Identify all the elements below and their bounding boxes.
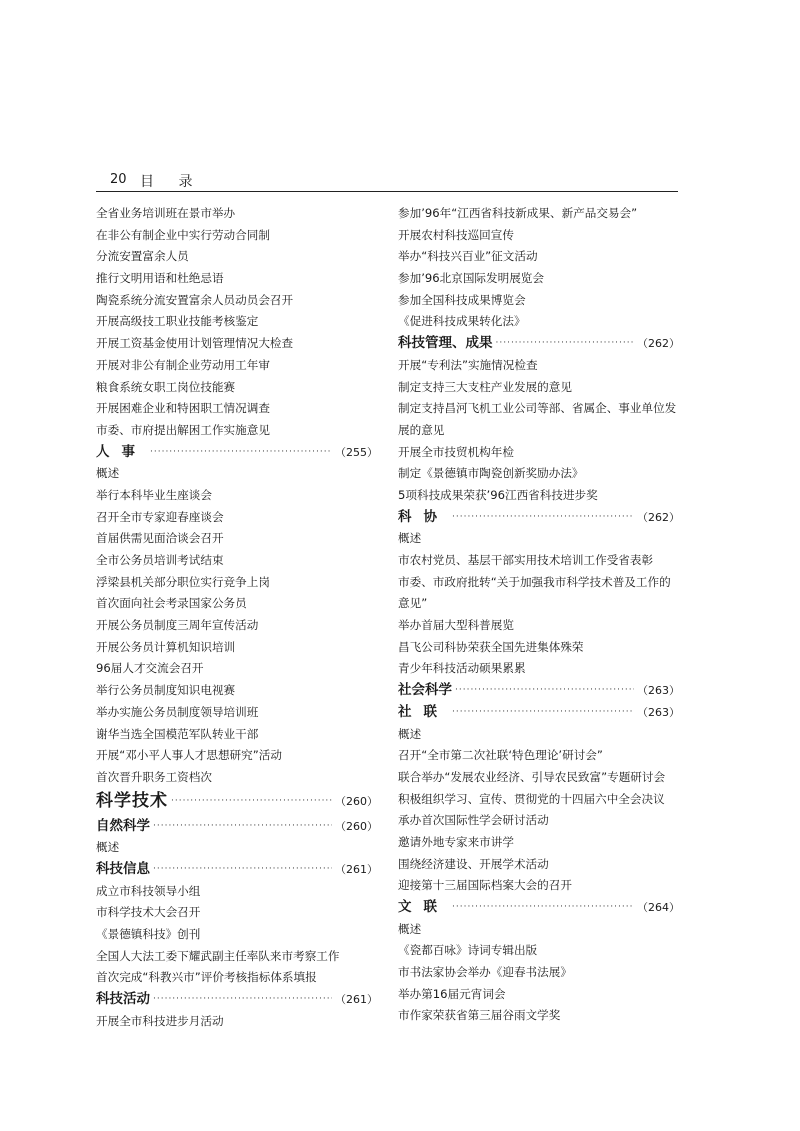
toc-page-ref: （262） [637,510,680,524]
toc-entry: 制定《景德镇市陶瓷创新奖励办法》 [398,466,584,481]
toc-entry: 推行文明用语和杜绝忌语 [96,271,224,286]
toc-heading-title: 科技活动 [96,991,150,1008]
toc-section-heading [96,989,378,1011]
toc-dot-leader [452,897,634,919]
toc-entry: 分流安置富余人员 [96,249,189,264]
page-header [96,172,678,190]
toc-entry: 市书法家协会举办《迎春书法展》 [398,965,572,980]
toc-entry: 概述 [96,466,120,481]
toc-entry: 开展农村科技巡回宣传 [398,227,514,242]
toc-entry: 召开全市专家迎春座谈会 [96,509,224,524]
toc-dot-leader [153,859,332,881]
toc-section-heading [96,859,378,881]
toc-entry: 举行本科毕业生座谈会 [96,487,212,502]
toc-entry: 迎接第十三届国际档案大会的召开 [398,878,572,893]
toc-entry: 《景德镇科技》创刊 [96,927,201,941]
toc-entry: 5项科技成果荣获’96江西省科技进步奖 [398,487,598,502]
toc-page-ref: （263） [637,705,680,719]
toc-entry: 制定支持三大支柱产业发展的意见 [398,379,572,394]
toc-entry: 开展“邓小平人事人才思想研究”活动 [96,748,282,763]
toc-entry: 积极组织学习、宣传、贯彻党的十四届六中全会决议 [398,791,665,806]
toc-section-heading [398,680,680,702]
toc-heading-title: 科协 [398,508,449,525]
toc-entry: 围绕经济建设、开展学术活动 [398,856,549,871]
toc-entry: 浮梁县机关部分职位实行竞争上岗 [96,574,270,589]
toc-section-heading [398,702,680,724]
toc-heading-title: 科学技术 [96,791,168,812]
toc-entry: 《瓷都百咏》诗词专辑出版 [398,943,538,958]
toc-entry: 举行公务员制度知识电视赛 [96,683,236,698]
toc-page-ref: （261） [335,862,378,876]
toc-entry: 首次完成“科教兴市”评价考核指标体系填报 [96,970,317,985]
toc-entry: 市委、市政府批转“关于加强我市科学技术普及工作的 [398,574,671,589]
toc-entry: 举办“科技兴百业”征文活动 [398,249,538,264]
toc-entry: 举办实施公务员制度领导培训班 [96,704,259,719]
toc-dot-leader [452,507,634,529]
toc-entry: 成立市科技领导小组 [96,883,201,898]
toc-entry: 全市公务员培训考试结束 [96,553,224,567]
page-title: 目 录 [140,174,203,190]
toc-entry: 开展公务员制度三周年宣传活动 [96,618,259,633]
toc-entry: 参加’96年“江西省科技新成果、新产品交易会” [398,206,638,220]
toc-entry: 市科学技术大会召开 [96,905,201,920]
toc-entry: 青少年科技活动硕果累累 [398,661,526,676]
toc-entry: 全省业务培训班在景市举办 [96,206,236,220]
toc-entry: 参加’96北京国际发明展览会 [398,271,544,286]
toc-section-heading [398,897,680,919]
toc-entry: 96届人才交流会召开 [96,661,204,676]
toc-entry: 首次面向社会考录国家公务员 [96,596,247,611]
toc-dot-leader [455,680,634,702]
toc-entry: 开展高级技工职业技能考核鉴定 [96,314,259,329]
header-rule [96,191,678,192]
toc-entry: 概述 [96,840,120,855]
toc-entry: 举办第16届元宵词会 [398,986,506,1001]
toc-section-heading [96,442,378,464]
toc-dot-leader [171,791,332,813]
toc-left-column [96,203,378,1032]
toc-section-heading [96,816,378,838]
toc-right-column [398,203,680,1027]
toc-heading-title: 自然科学 [96,817,150,834]
toc-page-ref: （262） [637,337,680,351]
toc-entry: 开展“专利法”实施情况检查 [398,357,538,372]
toc-section-heading [398,507,680,529]
toc-entry: 开展困难企业和特困职工情况调查 [96,401,270,416]
toc-entry: 在非公有制企业中实行劳动合同制 [96,227,270,242]
toc-major-heading [96,789,378,816]
toc-entry: 首次晋升职务工资档次 [96,769,212,784]
toc-entry: 市委、市府提出解困工作实施意见 [96,422,270,437]
toc-entry: 首届供需见面洽谈会召开 [96,531,224,546]
toc-dot-leader [150,442,332,464]
toc-dot-leader [153,816,332,838]
toc-page-ref: （260） [335,795,378,809]
toc-heading-title: 社联 [398,703,449,720]
toc-entry: 粮食系统女职工岗位技能赛 [96,379,236,394]
toc-heading-title: 科技管理、成果 [398,335,493,352]
toc-heading-title: 社会科学 [398,682,452,699]
toc-heading-title: 科技信息 [96,860,150,877]
toc-entry: 概述 [398,531,422,546]
toc-section-heading [398,333,680,355]
toc-entry: 开展工资基金使用计划管理情况大检查 [96,336,294,351]
toc-entry: 展的意见 [398,422,445,437]
toc-dot-leader [496,333,635,355]
toc-entry: 谢华当选全国模范军队转业干部 [96,726,259,741]
toc-page-ref: （260） [335,819,378,833]
toc-page-ref: （264） [637,901,680,914]
toc-dot-leader [153,989,332,1011]
toc-heading-title: 人事 [96,443,147,460]
toc-page-ref: （263） [637,684,680,698]
toc-page-ref: （255） [335,445,378,459]
toc-entry: 举办首届大型科普展览 [398,618,514,633]
toc-heading-title: 文联 [398,899,449,915]
toc-entry: 开展全市技贸机构年检 [398,444,514,459]
toc-entry: 邀请外地专家来市讲学 [398,834,514,849]
toc-entry: 意见” [398,596,428,611]
toc-entry: 概述 [398,921,422,936]
toc-entry: 联合举办“发展农业经济、引导农民致富”专题研讨会 [398,769,666,784]
toc-entry: 陶瓷系统分流安置富余人员动员会召开 [96,292,294,307]
toc-entry: 制定支持昌河飞机工业公司等部、省属企、事业单位发 [398,401,677,416]
toc-entry: 市作家荣获省第三届谷雨文学奖 [398,1008,561,1023]
toc-entry: 召开“全市第二次社联‘特色理论’研讨会” [398,748,603,763]
page-number: 20 [110,172,127,187]
toc-entry: 全国人大法工委下耀武副主任率队来市考察工作 [96,948,340,963]
toc-entry: 参加全国科技成果博览会 [398,292,526,307]
toc-entry: 昌飞公司科协荣获全国先进集体殊荣 [398,639,584,654]
toc-entry: 市农村党员、基层干部实用技术培训工作受省表彰 [398,553,654,567]
toc-entry: 开展全市科技进步月活动 [96,1013,224,1028]
toc-dot-leader [452,702,634,724]
toc-entry: 概述 [398,726,422,741]
toc-entry: 开展公务员计算机知识培训 [96,639,236,654]
toc-entry: 开展对非公有制企业劳动用工年审 [96,357,270,372]
toc-page-ref: （261） [335,993,378,1007]
toc-entry: 《促进科技成果转化法》 [398,314,526,329]
toc-entry: 承办首次国际性学会研讨活动 [398,813,549,828]
